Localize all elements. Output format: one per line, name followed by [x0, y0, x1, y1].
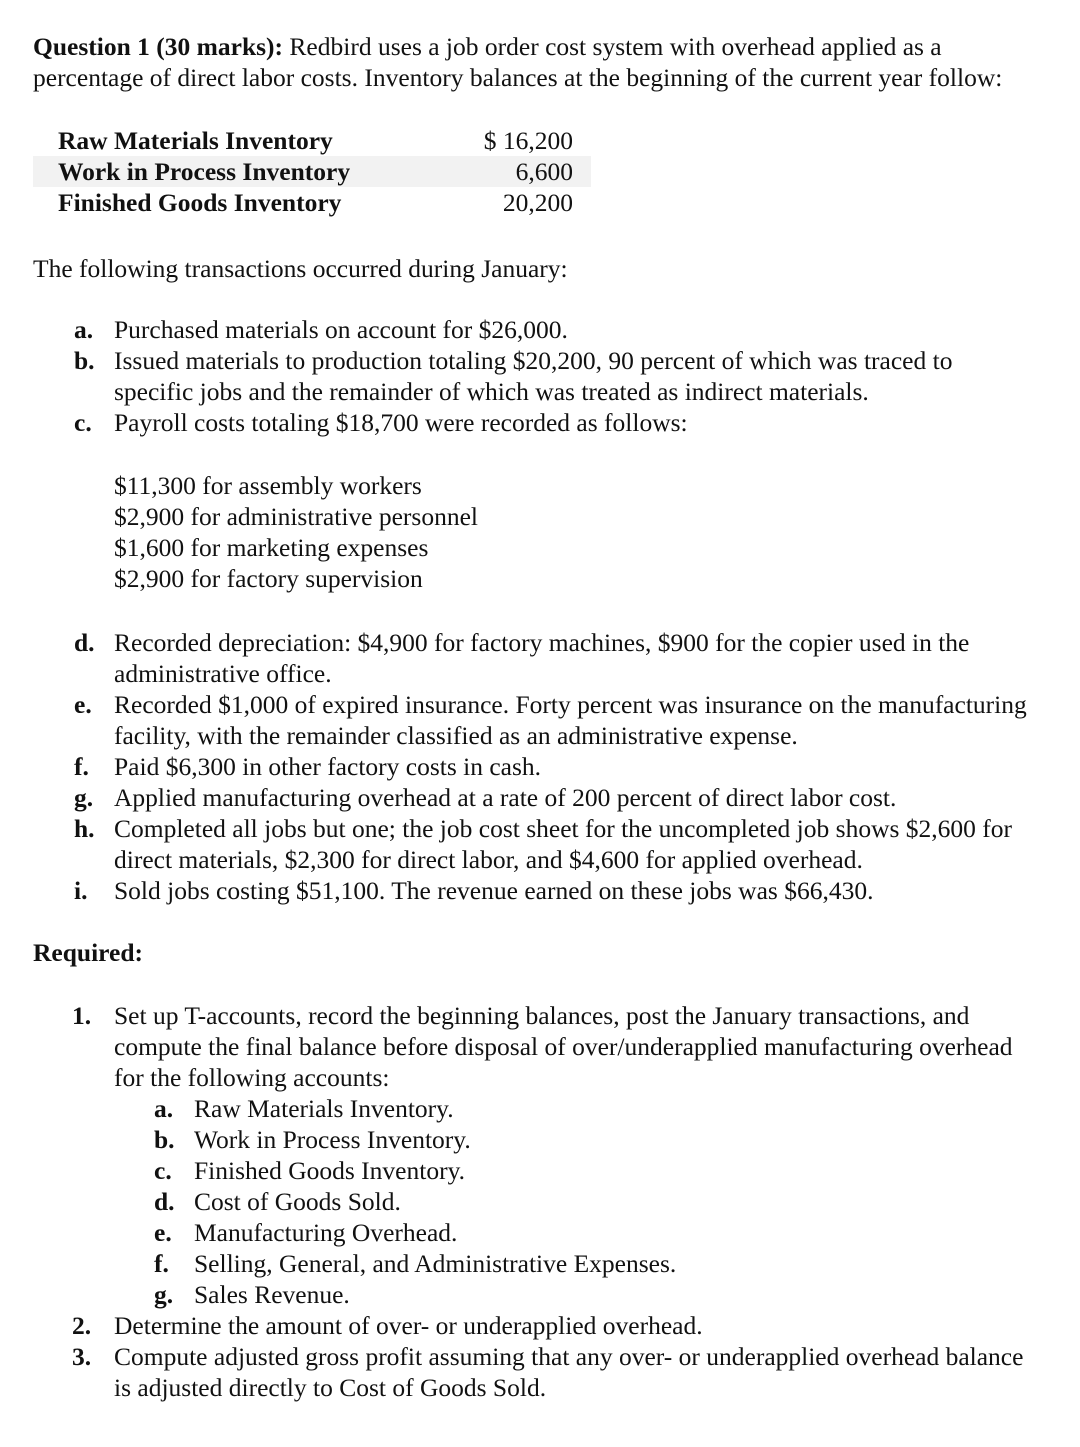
item-marker: f. [74, 752, 89, 781]
item-text: Cost of Goods Sold. [194, 1187, 401, 1216]
account-item [0, 1217, 1080, 1248]
item-text: Completed all jobs but one; the job cost sheet for the uncompleted job shows $2,600 for direct materials, $2,300 for direct labor, and $4,600 for applied overhead. [114, 814, 1013, 874]
item-marker: a. [74, 315, 94, 344]
account-item [0, 1186, 1080, 1217]
required-item [0, 1310, 1034, 1341]
item-text: Sold jobs costing $51,100. The revenue earned on these jobs was $66,430. [114, 876, 874, 905]
transaction-item [0, 314, 1034, 345]
transaction-item [0, 627, 1034, 689]
inventory-row [33, 187, 591, 218]
question-paragraph [33, 31, 1053, 93]
inventory-table [33, 125, 591, 218]
payroll-line: $1,600 for marketing expenses [114, 533, 429, 562]
inventory-row [33, 156, 591, 187]
transaction-list [0, 314, 1080, 438]
required-item [0, 1000, 1034, 1093]
item-text: Raw Materials Inventory. [194, 1094, 454, 1123]
item-marker: f. [154, 1249, 169, 1278]
item-marker: b. [74, 346, 95, 375]
account-item [0, 1248, 1080, 1279]
payroll-line: $11,300 for assembly workers [114, 471, 422, 500]
transaction-item [0, 813, 1034, 875]
item-marker: d. [74, 628, 95, 657]
item-text: Determine the amount of over- or underapplied overhead. [114, 1311, 703, 1340]
item-marker: e. [154, 1218, 172, 1247]
account-list [0, 1093, 1080, 1310]
item-marker: 2. [72, 1311, 92, 1340]
inventory-label: Work in Process Inventory [58, 157, 351, 186]
required-list [0, 1000, 1080, 1403]
account-item [0, 1279, 1080, 1310]
question-heading: Question 1 (30 marks): [33, 32, 284, 61]
transaction-item [0, 782, 1034, 813]
inventory-value: 20,200 [502, 188, 573, 217]
item-marker: h. [74, 814, 95, 843]
payroll-line: $2,900 for administrative personnel [114, 502, 478, 531]
item-marker: 3. [72, 1342, 92, 1371]
transaction-item [0, 751, 1034, 782]
account-item [0, 1155, 1080, 1186]
transaction-item [0, 689, 1034, 751]
transactions-intro: The following transactions occurred during January: [33, 254, 568, 283]
item-text: Finished Goods Inventory. [194, 1156, 466, 1185]
item-marker: b. [154, 1125, 175, 1154]
item-marker: c. [154, 1156, 172, 1185]
item-text: Selling, General, and Administrative Expenses. [194, 1249, 677, 1278]
item-text: Sales Revenue. [194, 1280, 350, 1309]
item-text: Recorded depreciation: $4,900 for factory machines, $900 for the copier used in the administrative office. [114, 628, 970, 688]
inventory-value: 6,600 [515, 157, 573, 186]
payroll-line: $2,900 for factory supervision [114, 564, 423, 593]
item-marker: e. [74, 690, 92, 719]
item-text: Manufacturing Overhead. [194, 1218, 458, 1247]
item-marker: d. [154, 1187, 175, 1216]
transaction-item [0, 875, 1034, 906]
item-text: Payroll costs totaling $18,700 were recorded as follows: [114, 408, 688, 437]
item-text: Purchased materials on account for $26,000. [114, 315, 568, 344]
item-marker: g. [154, 1280, 174, 1309]
item-text: Recorded $1,000 of expired insurance. Forty percent was insurance on the manufacturing facility, with the remainder classified as an administrative expense. [114, 690, 1027, 750]
payroll-breakdown [114, 470, 478, 594]
item-text: Applied manufacturing overhead at a rate of 200 percent of direct labor cost. [114, 783, 897, 812]
item-text: Set up T-accounts, record the beginning balances, post the January transactions, and compute the final balance before disposal of over/underapplied manufacturing overhead for the following accounts: [114, 1001, 1013, 1092]
inventory-row [33, 125, 591, 156]
item-marker: 1. [72, 1001, 92, 1030]
transaction-item [0, 345, 1034, 407]
account-item [0, 1093, 1080, 1124]
item-text: Compute adjusted gross profit assuming that any over- or underapplied overhead balance is adjusted directly to Cost of Goods Sold. [114, 1342, 1024, 1402]
item-text: Paid $6,300 in other factory costs in cash. [114, 752, 542, 781]
inventory-label: Finished Goods Inventory [58, 188, 342, 217]
inventory-value: $ 16,200 [483, 126, 573, 155]
item-text: Work in Process Inventory. [194, 1125, 471, 1154]
item-marker: c. [74, 408, 92, 437]
question-text: Redbird uses a job order cost system with overhead applied as a percentage of direct labor costs. Inventory balances at the beginning of the current year follow: [33, 32, 1003, 92]
item-marker: g. [74, 783, 94, 812]
item-text: Issued materials to production totaling $20,200, 90 percent of which was traced to specific jobs and the remainder of which was treated as indirect materials. [114, 346, 953, 406]
account-item [0, 1124, 1080, 1155]
item-marker: i. [74, 876, 88, 905]
inventory-label: Raw Materials Inventory [58, 126, 333, 155]
required-heading: Required: [33, 938, 144, 967]
transaction-item [0, 407, 1034, 438]
transaction-list [0, 627, 1080, 906]
item-marker: a. [154, 1094, 174, 1123]
required-item [0, 1341, 1034, 1403]
